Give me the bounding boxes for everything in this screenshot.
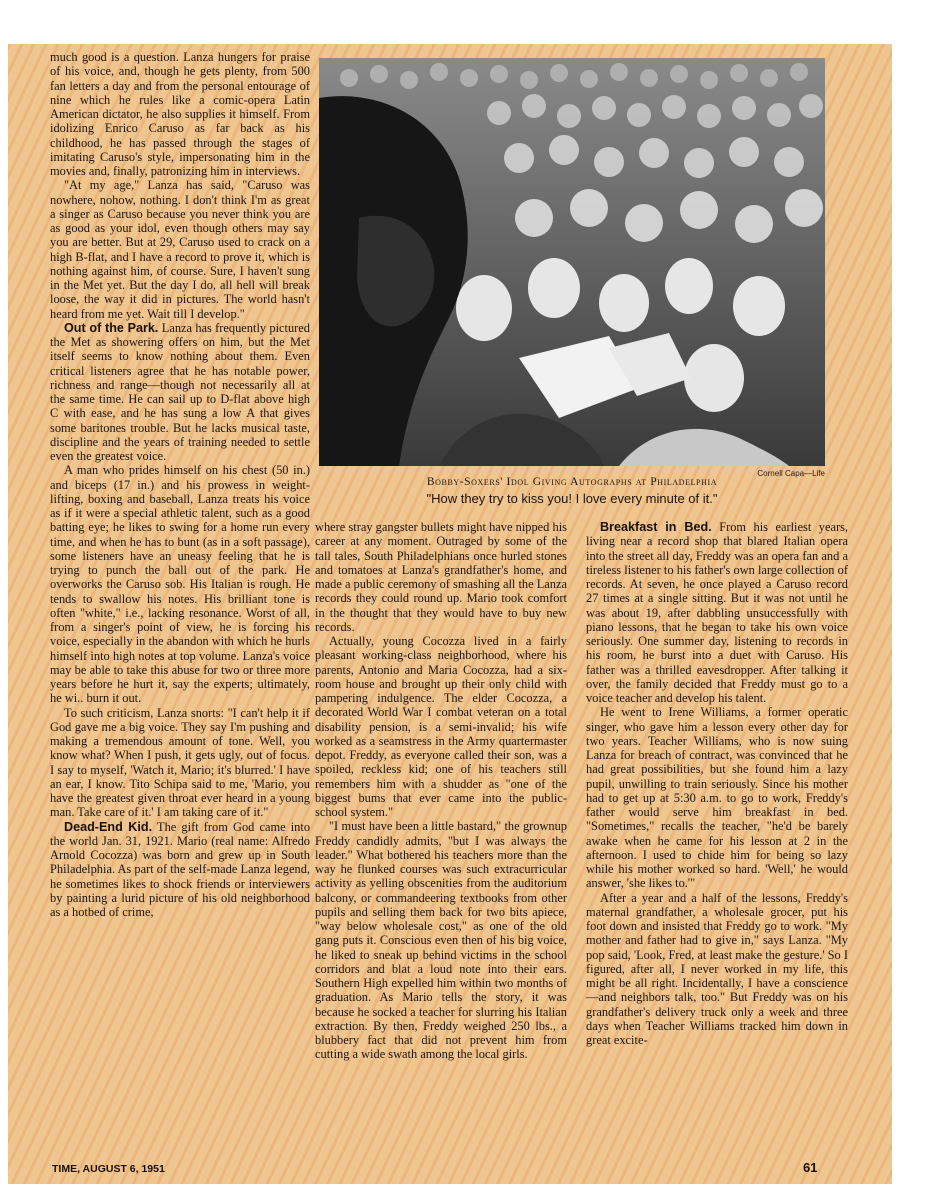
paragraph: To such criticism, Lanza snorts: "I can't help it if God gave me a big voice. They say I'm pushing and making a tremendous amount of tone. Well, you know what? When I push, it gets ugly, out of focus. I say to myself, 'Watch it, Mario; it's blurred.' I have an ear, I know. Tito Schipa said to me, 'Mario, you have the greatest given throat ever heard in a young man. Take care of it.' I am taking care of it." <box>50 705 310 820</box>
paragraph <box>50 820 310 920</box>
magazine-page <box>8 44 892 1184</box>
subheading-out-of-the-park: Out of the Park. <box>64 320 159 335</box>
crowd-photo <box>319 58 825 466</box>
crowd-photo-illustration <box>319 58 825 466</box>
paragraph: A man who prides himself on his chest (50 in.) and biceps (17 in.) and his prowess in weight-lifting, boxing and baseball, Lanza treats his voice as if it were a special athletic talent, such as a good batting eye; he likes to swing for a home run every time, and when he has to bunt (as in a soft passage), some listeners have an uneasy feeling that he is trying to punch the ball out of the park. He overworks the Caruso sob. His Italian is rough. He tends to swallow his notes. His brilliant tone is often "white," i.e., lacking resonance. Worst of all, from a singer's point of view, he is forcing his voice, especially in the abandon with which he hurls himself into high notes at top volume. Lanza's voice may be able to take this abuse for two or three more years before he hurt it, say the experts; ultimately, he wi.. burn it out. <box>50 463 310 706</box>
paragraph <box>586 520 848 705</box>
paragraph: "I must have been a little bastard," the grownup Freddy candidly admits, "but I was always the leader." What bothered his teachers more than the way he flunked courses was such extracurricular activity as yelling obscenities from the auditorium balcony, or commandeering textbooks from other pupils and selling them back for two bits apiece, "way below wholesale cost," as one of the old gang puts it. Conscious even then of his big voice, he liked to sneak up behind victims in the school corridors and blat a loud note into their ears. Southern High expelled him within two months of graduation. As Mario tells the story, it was because he socked a teacher for slurring his Italian extraction. By then, Freddy weighed 250 lbs., a blubbery fact that did not prevent him from cutting a wide swath among the local girls. <box>315 819 567 1062</box>
paragraph-text: The gift from God came into the world Jan. 31, 1921. Mario (real name: Alfredo Arnold Cocozza) was born and grew up in South Philadelphia. As part of the self-made Lanza legend, he sometimes likes to shock friends or interviewers by painting a lurid picture of his old neighborhood as a hotbed of crime, <box>50 819 311 919</box>
paragraph: much good is a question. Lanza hungers for praise of his voice, and, though he gets plenty, from 500 fan letters a day and from the personal entourage of nine which he rules like a comic-opera Latin American dictator, he also supplies it himself. From idolizing Enrico Caruso as far back as his childhood, he has passed through the stages of imitating Caruso's style, impersonating him in the movies and, finally, patronizing him in interviews. <box>50 50 310 178</box>
photo-caption: Bobby-Soxers' Idol Giving Autographs at Philadelphia <box>426 476 718 488</box>
paragraph <box>50 321 310 464</box>
paragraph-text: From his earliest years, living near a record shop that blared Italian opera into the street all day, Freddy was an opera fan and a tireless listener to his father's own large collection of records. At seven, he once played a Caruso record 27 times at a single sitting. But it was not until he was about 19, after dabbling unsuccessfully with piano lessons, that he began to take his own voice seriously. One summer day, listening to records in his room, he burst into a duet with Caruso. His father was a thrilled eavesdropper. After talking it over, the family decided that Freddy must go to a voice teacher and develop his talent. <box>586 520 848 705</box>
subheading-breakfast-in-bed: Breakfast in Bed. <box>600 520 712 534</box>
paragraph: After a year and a half of the lessons, Freddy's maternal grandfather, a wholesale grocer, put his foot down and insisted that Freddy go to work. "My mother and father had to give in," says Lanza. "My pop said, 'Look, Fred, at least make the gesture.' So I figured, after all, I never worked in my life, this might be all right. Incidentally, I have a conscience—and neighbors talk, too." But Freddy was on his grandfather's delivery truck only a week and three days when Teacher Williams tracked him down in great excite- <box>586 890 848 1047</box>
paragraph: Actually, young Cocozza lived in a fairly pleasant working-class neighborhood, where his parents, Antonio and Maria Cocozza, had a six-room house and brought up their only child with pampering indulgence. The elder Cocozza, a decorated World War I combat veteran on a total disability pension, is a semi-invalid; his wife worked as a seamstress in the Army quartermaster depot. Freddy, as everyone called their son, was a spoiled, reckless kid; one of his teachers still remembers him with a shudder as "one of the biggest bums that ever came into the public-school system." <box>315 634 567 819</box>
issue-date: TIME, AUGUST 6, 1951 <box>52 1163 165 1175</box>
page-number: 61 <box>803 1160 818 1175</box>
photo-quote: "How they try to kiss you! I love every minute of it." <box>426 491 718 506</box>
text-column-3 <box>586 520 848 1047</box>
photo-credit: Cornell Capa—Life <box>757 469 825 478</box>
paragraph: where stray gangster bullets might have nipped his career at any moment. Outraged by some of the tall tales, South Philadelphians once hurled stones and tomatoes at Lanza's grandfather's home, and made a public ceremony of smashing all the Lanza records they could round up. Mario took comfort in the thought that they would have to buy new records. <box>315 520 567 634</box>
paragraph-text: Lanza has frequently pictured the Met as showering offers on him, but the Met itself seems to know nothing about them. Even critical listeners agree that he has notable power, richness and range—though not necessarily all at the same time. He can sail up to D-flat above high C with ease, and he has sung a low A that gives some baritones trouble. But he lacks musical taste, discipline and the years of training needed to settle even the greatest voice. <box>50 320 310 463</box>
paragraph: He went to Irene Williams, a former operatic singer, who gave him a lesson every other day for two years. Teacher Williams, who is now suing Lanza for breach of contract, was convinced that he had great possibilities, but she found him a lazy pupil, unwilling to train seriously. Since his mother had to get up at 5:30 a.m. to go to work, Freddy's father would serve him breakfast in bed. "Sometimes," recalls the teacher, "he'd be barely awake when he came for his lesson at 2 in the afternoon. I used to chide him for being so lazy while his mother worked so hard. 'Well,' he would answer, 'she likes to.'" <box>586 705 848 891</box>
subheading-dead-end-kid: Dead-End Kid. <box>64 819 153 834</box>
text-column-2 <box>315 520 567 1062</box>
paragraph: "At my age," Lanza has said, "Caruso was nowhere, nohow, nothing. I don't think I'm as great a singer as Caruso because you never think you are as good as your idol, even though others may say you are better. But at 29, Caruso used to crack on a high B-flat, and I have a record to prove it, which is nothing against him, of course. Sure, I haven't sung in the Met yet. But the day I do, all hell will break loose, the way it did in pictures. The world hasn't heard from me yet. Wait till I develop." <box>50 178 310 321</box>
text-column-1 <box>50 50 310 919</box>
